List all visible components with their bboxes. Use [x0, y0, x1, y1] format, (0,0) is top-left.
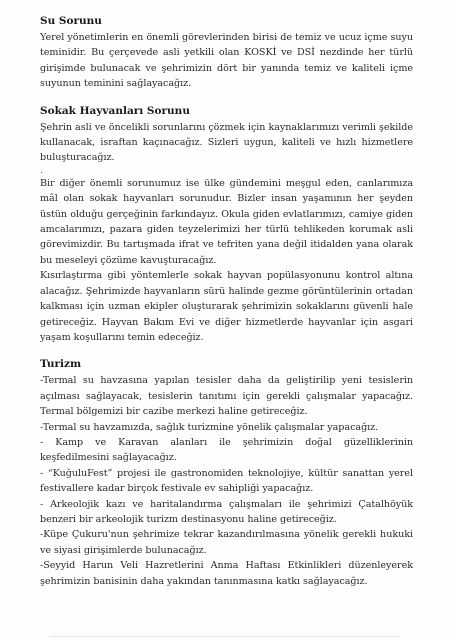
water-paragraph: Yerel yönetimlerin en önemli görevlerinden birisi de temiz ve ucuz içme suyu teminidir. Bu çerçevede asli yetkili olan KOSKİ ve DSİ nezdinde her türlü girişimde bulunacak ve şehrimizin dört bir yanında temiz ve kaliteli içme suyunun teminini sağlayacağız.: [40, 32, 413, 90]
tourism-item: -Küpe Çukuru'nun şehrimize tekrar kazandırılmasına yönelik gerekli hukuki ve siyasi girişimlerde bulunacağız.: [40, 529, 413, 556]
animals-paragraph-2: Bir diğer önemli sorunumuz ise ülke gündemini meşgul eden, canlarımıza mâl olan sokak hayvanları sorunudur. Bizler insan yaşamının her şeyden üstün olduğu gerçeğinin farkındayız. Okula giden evlatlarımızı, camiye giden amcalarımızı, pazara giden teyzelerimizi her türlü tehlikeden korumak asli görevimizdir. Bu tartışmada ifrat ve tefriten yana değil itidalden yana olarak bu meseleyi çözüme kavuşturacağız.: [40, 177, 413, 266]
tourism-item: -Termal su havzasına yapılan tesisler daha da geliştirilip yeni tesislerin açılması sağlayacak, tesislerin tanıtımı için gerekli çalışmalar yapacağız. Termal bölgemizi bir cazibe merkezi haline getireceğiz.: [40, 375, 413, 418]
animals-paragraph-1: Şehrin asli ve öncelikli sorunlarını çözmek için kaynaklarımızı verimli şekilde kullanacak, israftan kaçınacağız. Sizleri uygun, kaliteli ve hızlı hizmetlere buluşturacağız.: [40, 121, 413, 164]
tourism-item: -Termal su havzamızda, sağlık turizmine yönelik çalışmalar yapacağız.: [40, 421, 379, 433]
animals-section-title: Sokak Hayvanları Sorunu: [40, 104, 190, 117]
footer-divider: [50, 636, 400, 640]
tourism-section-title: Turizm: [40, 358, 82, 371]
animals-separator-dot: .: [40, 165, 43, 176]
document-content: [40, 14, 413, 589]
animals-paragraph-3: Kısırlaştırma gibi yöntemlerle sokak hayvan popülasyonunu kontrol altına alacağız. Şehrimizde hayvanların sürü halinde gezme görüntülerinin ortadan kalkması için uzman ekipler oluşturarak şehrimizin sokaklarını güvenli hale getireceğiz. Hayvan Bakım Evi ve diğer hizmetlerde hayvanlar için asgari yaşam koşullarını temin edeceğiz.: [40, 270, 413, 343]
tourism-item: - Arkeolojik kazı ve haritalandırma çalışmaları ile şehrimizi Çatalhöyük benzeri bir arkeolojik turizm destinasyonu haline getireceğiz.: [40, 498, 413, 525]
tourism-item: - “KuğuluFest” projesi ile gastronomiden teknolojiye, kültür sanattan yerel festivallere kadar birçok festivale ev sahipliği yapacağız.: [40, 467, 413, 495]
water-section-title: Su Sorunu: [40, 15, 102, 27]
tourism-item: - Kamp ve Karavan alanları ile şehrimizin doğal güzelliklerinin keşfedilmesini sağlayacağız.: [40, 436, 413, 464]
tourism-item: -Seyyid Harun Veli Hazretlerini Anma Haftası Etkinlikleri düzenleyerek şehrimizin banisinin daha yakından tanınmasına katkı sağlayacağız.: [40, 560, 413, 587]
